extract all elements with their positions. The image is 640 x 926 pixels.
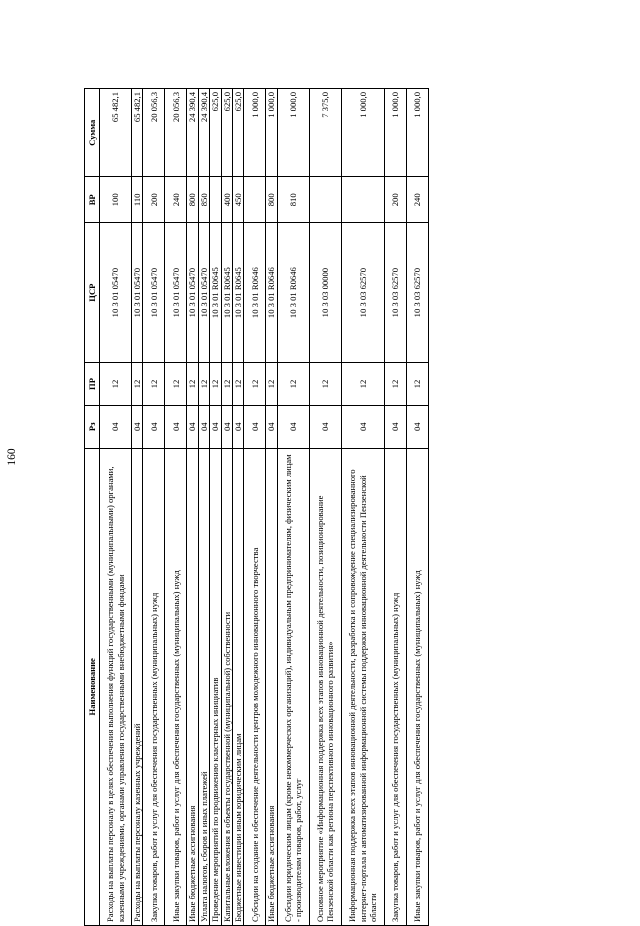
cell-name: Капитальные вложения в объекты государственной (муниципальной) собственности <box>221 448 232 925</box>
cell-rz: 04 <box>233 405 244 448</box>
cell-sum: 65 482,1 <box>100 89 132 177</box>
cell-csr: 10 3 03 62570 <box>406 223 428 363</box>
cell-csr: 10 3 03 62570 <box>384 223 406 363</box>
cell-rz: 04 <box>266 405 277 448</box>
cell-name: Закупка товаров, работ и услуг для обеспечения государственных (муниципальных) нужд <box>384 448 406 925</box>
cell-pr: 12 <box>198 363 209 406</box>
table-header-row <box>85 89 100 926</box>
cell-sum: 1 000,0 <box>384 89 406 177</box>
cell-vr: 200 <box>143 177 165 223</box>
cell-sum: 625,0 <box>233 89 244 177</box>
cell-sum: 1 000,0 <box>266 89 277 177</box>
cell-vr: 450 <box>233 177 244 223</box>
cell-name: Субсидии юридическим лицам (кроме некоммерческих организаций), индивидуальным предпринимателям, физическим лицам - производителям товаров, работ, услуг <box>277 448 309 925</box>
cell-csr: 10 3 01 05470 <box>132 223 143 363</box>
cell-rz: 04 <box>132 405 143 448</box>
table-row <box>309 89 341 926</box>
page-number <box>0 445 24 469</box>
cell-csr: 10 3 01 R0645 <box>210 223 221 363</box>
table-row <box>341 89 384 926</box>
cell-name: Расходы на выплаты персоналу казенных учреждений <box>132 448 143 925</box>
cell-rz: 04 <box>244 405 266 448</box>
cell-sum: 1 000,0 <box>244 89 266 177</box>
cell-name: Субсидии на создание и обеспечение деятельности центров молодежного инновационного творчества <box>244 448 266 925</box>
header-csr: ЦСР <box>85 223 100 363</box>
cell-rz: 04 <box>277 405 309 448</box>
cell-csr: 10 3 01 R0646 <box>277 223 309 363</box>
header-vr: ВР <box>85 177 100 223</box>
cell-sum: 20 056,3 <box>165 89 187 177</box>
cell-csr: 10 3 01 05470 <box>143 223 165 363</box>
cell-rz: 04 <box>100 405 132 448</box>
cell-vr: 810 <box>277 177 309 223</box>
cell-csr: 10 3 03 00000 <box>309 223 341 363</box>
cell-pr: 12 <box>384 363 406 406</box>
cell-pr: 12 <box>244 363 266 406</box>
cell-csr: 10 3 03 62570 <box>341 223 384 363</box>
cell-pr: 12 <box>165 363 187 406</box>
cell-csr: 10 3 01 05470 <box>198 223 209 363</box>
cell-rz: 04 <box>309 405 341 448</box>
header-sum: Сумма <box>85 89 100 177</box>
cell-sum: 1 000,0 <box>277 89 309 177</box>
cell-csr: 10 3 01 R0646 <box>244 223 266 363</box>
cell-sum: 625,0 <box>210 89 221 177</box>
table-row <box>187 89 198 926</box>
cell-pr: 12 <box>143 363 165 406</box>
budget-table <box>84 88 429 926</box>
table-row <box>210 89 221 926</box>
cell-vr <box>309 177 341 223</box>
cell-rz: 04 <box>384 405 406 448</box>
table-row <box>143 89 165 926</box>
cell-vr: 850 <box>198 177 209 223</box>
cell-name: Бюджетные инвестиции иным юридическим лицам <box>233 448 244 925</box>
cell-pr: 12 <box>266 363 277 406</box>
cell-name: Расходы на выплаты персоналу в целях обеспечения выполнения функций государственными (муниципальными) органами, казенными учреждениями, органами управления государственными внебюджетными фондами <box>100 448 132 925</box>
table-row <box>277 89 309 926</box>
cell-pr: 12 <box>187 363 198 406</box>
cell-name: Основное мероприятие «Информационная поддержка всех этапов инновационной деятельности, позиционирование Пензенской области как региона перспективного инновационного развития» <box>309 448 341 925</box>
cell-sum: 24 390,4 <box>187 89 198 177</box>
header-pr: ПР <box>85 363 100 406</box>
cell-vr: 240 <box>406 177 428 223</box>
table-body <box>100 89 429 926</box>
budget-table-rotated <box>84 88 550 926</box>
cell-csr: 10 3 01 05470 <box>165 223 187 363</box>
cell-sum: 20 056,3 <box>143 89 165 177</box>
cell-pr: 12 <box>210 363 221 406</box>
cell-vr: 110 <box>132 177 143 223</box>
cell-vr <box>244 177 266 223</box>
cell-pr: 12 <box>406 363 428 406</box>
cell-sum: 1 000,0 <box>406 89 428 177</box>
header-rz: Рз <box>85 405 100 448</box>
table-row <box>165 89 187 926</box>
cell-vr: 800 <box>187 177 198 223</box>
cell-vr <box>341 177 384 223</box>
table-row <box>100 89 132 926</box>
cell-vr: 800 <box>266 177 277 223</box>
cell-pr: 12 <box>341 363 384 406</box>
cell-rz: 04 <box>198 405 209 448</box>
cell-rz: 04 <box>406 405 428 448</box>
page-number-text: 160 <box>6 448 18 466</box>
cell-name: Иные бюджетные ассигнования <box>187 448 198 925</box>
table-row <box>244 89 266 926</box>
cell-csr: 10 3 01 R0645 <box>233 223 244 363</box>
cell-sum: 65 482,1 <box>132 89 143 177</box>
cell-name: Проведение мероприятий по продвижению кластерных инициатив <box>210 448 221 925</box>
cell-sum: 24 390,4 <box>198 89 209 177</box>
cell-name: Иные бюджетные ассигнования <box>266 448 277 925</box>
cell-vr: 200 <box>384 177 406 223</box>
cell-rz: 04 <box>187 405 198 448</box>
cell-sum: 7 375,0 <box>309 89 341 177</box>
cell-sum: 625,0 <box>221 89 232 177</box>
cell-vr <box>210 177 221 223</box>
cell-pr: 12 <box>132 363 143 406</box>
cell-rz: 04 <box>221 405 232 448</box>
cell-name: Уплата налогов, сборов и иных платежей <box>198 448 209 925</box>
cell-rz: 04 <box>210 405 221 448</box>
table-row <box>132 89 143 926</box>
cell-name: Иные закупки товаров, работ и услуг для обеспечения государственных (муниципальных) нужд <box>406 448 428 925</box>
table-row <box>198 89 209 926</box>
cell-csr: 10 3 01 05470 <box>187 223 198 363</box>
table-row <box>233 89 244 926</box>
cell-vr: 240 <box>165 177 187 223</box>
cell-csr: 10 3 01 05470 <box>100 223 132 363</box>
cell-pr: 12 <box>100 363 132 406</box>
cell-rz: 04 <box>165 405 187 448</box>
cell-rz: 04 <box>143 405 165 448</box>
cell-vr: 100 <box>100 177 132 223</box>
table-row <box>384 89 406 926</box>
cell-name: Закупка товаров, работ и услуг для обеспечения государственных (муниципальных) нужд <box>143 448 165 925</box>
cell-rz: 04 <box>341 405 384 448</box>
header-name: Наименование <box>85 448 100 925</box>
table-row <box>406 89 428 926</box>
table-row <box>221 89 232 926</box>
cell-csr: 10 3 01 R0645 <box>221 223 232 363</box>
table-row <box>266 89 277 926</box>
cell-pr: 12 <box>309 363 341 406</box>
cell-pr: 12 <box>221 363 232 406</box>
cell-pr: 12 <box>233 363 244 406</box>
cell-csr: 10 3 01 R0646 <box>266 223 277 363</box>
cell-name: Информационная поддержка всех этапов инновационной деятельности, разработка и сопровождение специализированного интернет-портала и автоматизированной информационной системы поддержки инновационной деятельности Пензенской области <box>341 448 384 925</box>
cell-sum: 1 000,0 <box>341 89 384 177</box>
cell-pr: 12 <box>277 363 309 406</box>
cell-name: Иные закупки товаров, работ и услуг для обеспечения государственных (муниципальных) нужд <box>165 448 187 925</box>
cell-vr: 400 <box>221 177 232 223</box>
